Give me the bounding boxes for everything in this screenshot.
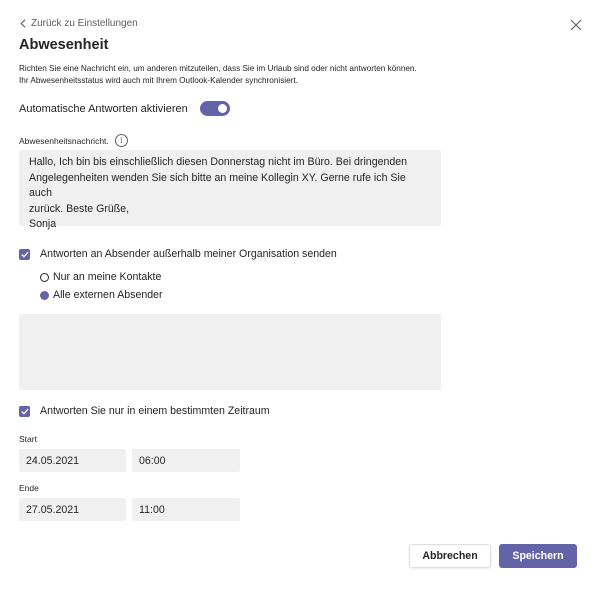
external-reply-label: Antworten an Absender außerhalb meiner Organisation senden: [40, 248, 337, 260]
checkmark-icon: [21, 408, 29, 415]
external-message-textarea[interactable]: [19, 314, 441, 390]
message-label-row: [19, 134, 128, 147]
schedule-checkbox[interactable]: [19, 406, 30, 417]
chevron-left-icon: [20, 19, 26, 28]
away-message-textarea[interactable]: Hallo, Ich bin bis einschließlich diesen Donnerstag nicht im Büro. Bei dringenden Angelegenheiten wenden Sie sich bitte an meine Kollegin XY. Gerne rufe ich Sie auch zurück. Beste Grüße, Sonja: [19, 150, 441, 226]
radio-contacts-only[interactable]: [40, 273, 49, 282]
radio-all-external-label: Alle externen Absender: [53, 289, 163, 301]
schedule-label: Antworten Sie nur in einem bestimmten Zeitraum: [40, 405, 270, 417]
close-icon[interactable]: [570, 19, 582, 31]
end-time-input[interactable]: 11:00: [132, 498, 240, 521]
external-reply-checkbox[interactable]: [19, 249, 30, 260]
checkmark-icon: [21, 251, 29, 258]
info-icon[interactable]: i: [115, 134, 128, 147]
auto-reply-label: Automatische Antworten aktivieren: [19, 103, 188, 115]
end-date-input[interactable]: 27.05.2021: [19, 498, 126, 521]
start-label: Start: [19, 434, 37, 444]
start-date-input[interactable]: 24.05.2021: [19, 449, 126, 472]
start-time-input[interactable]: 06:00: [132, 449, 240, 472]
description-line-1: Richten Sie eine Nachricht ein, um anderen mitzuteilen, dass Sie im Urlaub sind oder nicht antworten können.: [19, 64, 417, 73]
radio-contacts-only-label: Nur an meine Kontakte: [53, 271, 162, 283]
auto-reply-toggle[interactable]: [200, 101, 230, 116]
message-label: Abwesenheitsnachricht.: [19, 135, 109, 146]
cancel-button[interactable]: Abbrechen: [409, 544, 491, 568]
page-description: [19, 63, 489, 87]
toggle-knob: [218, 104, 227, 113]
end-label: Ende: [19, 483, 39, 493]
page-title: Abwesenheit: [19, 37, 109, 53]
radio-all-external[interactable]: [40, 291, 49, 300]
save-button[interactable]: Speichern: [499, 544, 577, 568]
back-link-label: Zurück zu Einstellungen: [31, 18, 138, 29]
back-link[interactable]: [20, 18, 138, 29]
description-line-2: Ihr Abwesenheitsstatus wird auch mit Ihrem Outlook-Kalender synchronisiert.: [19, 76, 298, 85]
